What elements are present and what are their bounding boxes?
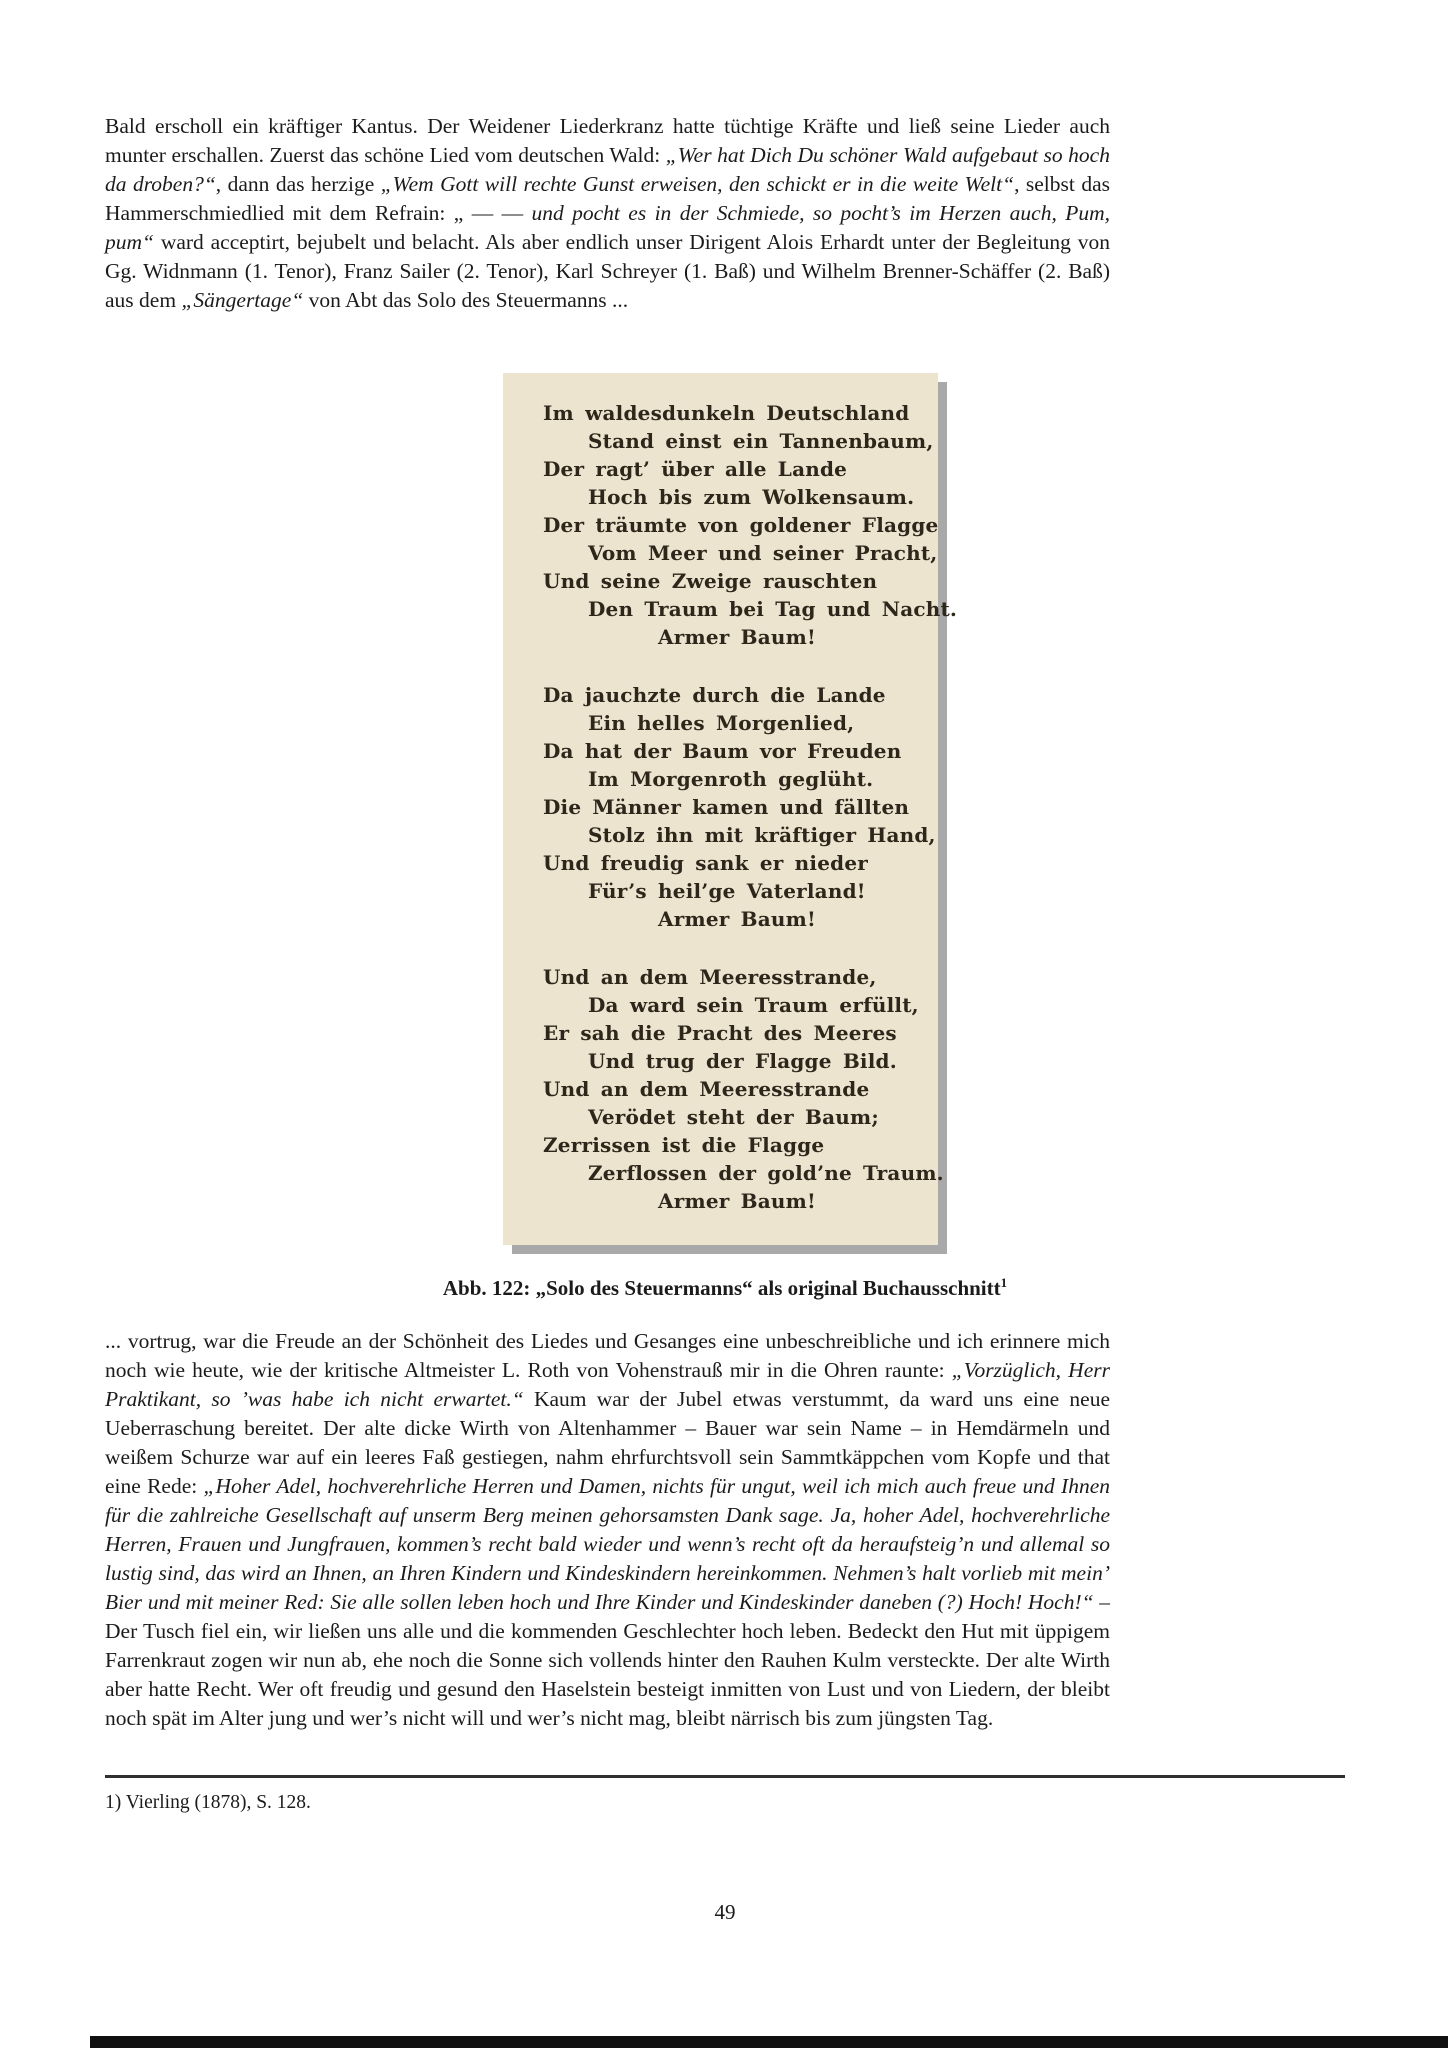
body-text: ward acceptirt, bejubelt und belacht. Als aber endlich unser Dirigent Alois Erhardt unter der Begleitung von Gg. Widnmann (1. Tenor), Franz Sailer (2. Tenor), Karl Schreyer (1. Baß) und Wilhelm Brenner-Schäffer (2. Baß) aus dem [105, 230, 1110, 312]
poem-line: Da jauchzte durch die Lande [543, 683, 886, 707]
poem-figure [442, 373, 1008, 1301]
body-text: ... vortrug, war die Freude an der Schönheit des Liedes und Gesanges eine unbeschreibliche und ich erinnere mich noch wie heute, wie der kritische Altmeister L. Roth von Vohenstrauß mir in die Ohren raunte: [105, 1329, 1110, 1382]
body-text: , dann das herzige [215, 172, 381, 196]
poem-line: Armer Baum! [658, 907, 816, 931]
poem-line: Und freudig sank er nieder [543, 851, 868, 875]
caption-text: Abb. 122: „Solo des Steuermanns“ als original Buchausschnitt [442, 1276, 1001, 1300]
poem-line: Stand einst ein Tannenbaum, [588, 429, 934, 453]
poem-line: Da hat der Baum vor Freuden [543, 739, 902, 763]
poem-line: Zerrissen ist die Flagge [543, 1133, 825, 1157]
poem-line: Im Morgenroth geglüht. [588, 767, 874, 791]
poem-line: Der ragt’ über alle Lande [543, 457, 848, 481]
poem-stanza [543, 681, 936, 933]
poem-line: Im waldesdunkeln Deutschland [543, 401, 910, 425]
quoted-italic-text: „Vorzüglich, Herr Praktikant, so ’was habe ich nicht erwartet.“ [105, 1358, 1110, 1411]
poem-line: Und an dem Meeresstrande, [543, 965, 877, 989]
body-text: von Abt das Solo des Steuermanns ... [303, 288, 629, 312]
poem-line: Und an dem Meeresstrande [543, 1077, 870, 1101]
poem-scan [503, 373, 958, 1245]
poem-line: Und seine Zweige rauschten [543, 569, 878, 593]
poem-stanza [543, 963, 944, 1215]
poem-line: Der träumte von goldener Flagge [543, 513, 939, 537]
paragraph-1 [105, 112, 1110, 315]
body-text: – Der Tusch fiel ein, wir ließen uns alle und die kommenden Geschlechter hoch leben. Bedeckt den Hut mit üppigem Farrenkraut zogen wir nun ab, ehe noch die Sonne sich vollends hinter den Rauhen Kulm versteckte. Der alte Wirth aber hatte Recht. Wer oft freudig und gesund den Haselstein besteigt inmitten von Lust und von Liedern, der bleibt noch spät im Alter jung und wer’s nicht will und wer’s nicht mag, bleibt närrisch bis zum jüngsten Tag. [105, 1590, 1111, 1730]
poem-line: Zerflossen der gold’ne Traum. [588, 1161, 944, 1185]
poem-line: Hoch bis zum Wolkensaum. [588, 485, 915, 509]
quoted-italic-text: „Wer hat Dich Du schöner Wald aufgebaut so hoch da droben?“ [105, 143, 1110, 196]
footnote: 1) Vierling (1878), S. 128. [105, 1792, 311, 1813]
quoted-italic-text: „Sängertage“ [181, 288, 304, 312]
poem-line: Vom Meer und seiner Pracht, [588, 541, 938, 565]
poem-line: Den Traum bei Tag und Nacht. [588, 597, 958, 621]
quoted-italic-text: und pocht es in der Schmiede, so pocht’s im Herzen auch, Pum, pum“ [105, 201, 1111, 254]
poem-line: Und trug der Flagge Bild. [588, 1049, 897, 1073]
poem-line: Für’s heil’ge Vaterland! [588, 879, 866, 903]
body-text: Bald erscholl ein kräftiger Kantus. Der Weidener Liederkranz hatte tüchtige Kräfte und ließ seine Lieder auch munter erschallen. Zuerst das schöne Lied vom deutschen Wald: [105, 114, 1110, 167]
body-text: , selbst das Hammerschmiedlied mit dem Refrain: „ — — [105, 172, 1110, 225]
footnote-divider [105, 1775, 1345, 1778]
poem-stanza [543, 399, 958, 651]
paragraph-2 [105, 1327, 1110, 1733]
figure-caption [105, 1275, 1345, 1301]
poem-line: Armer Baum! [658, 625, 816, 649]
poem-line: Ein helles Morgenlied, [588, 711, 855, 735]
page-number: 49 [714, 1900, 736, 1924]
poem-line: Die Männer kamen und fällten [543, 795, 910, 819]
poem-line: Stolz ihn mit kräftiger Hand, [588, 823, 936, 847]
quoted-italic-text: „Wem Gott will rechte Gunst erweisen, den schickt er in die weite Welt“ [380, 172, 1015, 196]
scan-edge-artifact [90, 2036, 1448, 2048]
poem-line: Armer Baum! [658, 1189, 816, 1213]
poem-line: Da ward sein Traum erfüllt, [588, 993, 919, 1017]
quoted-italic-text: „Hoher Adel, hochverehrliche Herren und Damen, nichts für ungut, weil ich mich auch freue und Ihnen für die zahlreiche Gesellschaft auf unserm Berg meinen gehorsamsten Dank sage. Ja, hoher Adel, hochverehrliche Herren, Frauen und Jungfrauen, kommen’s recht bald wieder und wenn’s recht oft da heraufsteig’n und allemal so lustig sind, das wird an Ihnen, an Ihren Kindern und Kindeskindern hereinkommen. Nehmen’s halt vorlieb mit mein’ Bier und mit meiner Red: Sie alle sollen leben hoch und Ihre Kinder und Kindeskinder daneben (?) Hoch! Hoch!“ [105, 1474, 1110, 1614]
caption-footnote-ref: 1 [1000, 1275, 1008, 1290]
poem-line: Er sah die Pracht des Meeres [543, 1021, 897, 1045]
poem-line: Verödet steht der Baum; [588, 1105, 879, 1129]
page-content [105, 112, 1345, 1816]
body-text: Kaum war der Jubel etwas verstummt, da ward uns eine neue Ueberraschung bereitet. Der alte dicke Wirth von Altenhammer – Bauer war sein Name – in Hemdärmeln und weißem Schurze war auf ein leeres Faß gestiegen, nahm ehrfurchtsvoll sein Sammtkäppchen vom Kopfe und that eine Rede: [105, 1387, 1110, 1498]
